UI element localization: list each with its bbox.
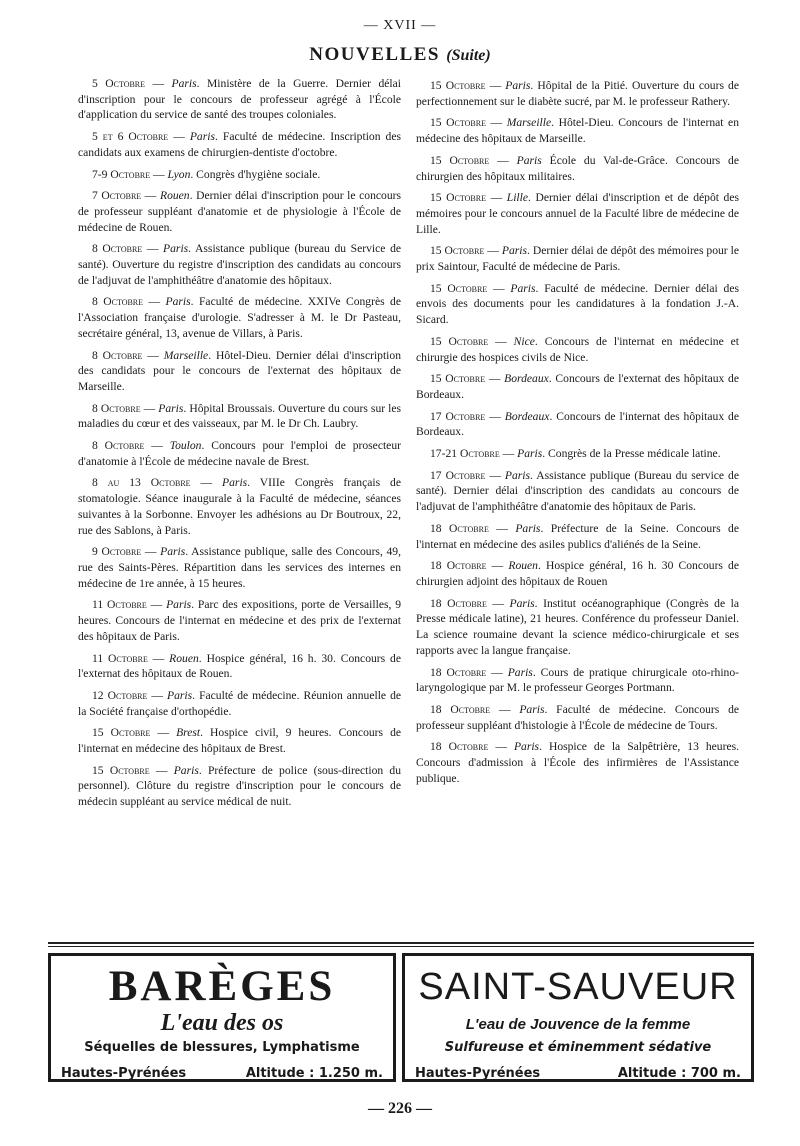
entry-date: 7 Octobre xyxy=(92,189,142,203)
entry-date: 15 Octobre xyxy=(92,726,151,740)
entry-city: Paris xyxy=(515,521,541,535)
section-title-suffix: (Suite) xyxy=(446,47,491,64)
entry-date: 15 Octobre xyxy=(430,334,489,348)
entry-separator: — xyxy=(150,726,177,740)
entry-date: 15 Octobre xyxy=(430,153,490,167)
news-entry xyxy=(78,401,401,432)
entry-text: . Hôtel-Dieu. Concours de l'internat en médecine des hôpitaux de Marseille. xyxy=(416,116,739,146)
news-entry xyxy=(416,702,739,733)
entry-text: École du Val-de-Grâce. Concours de chirurgien des hôpitaux militaires. xyxy=(416,153,739,183)
advertisement-bareges xyxy=(48,953,396,1082)
entry-text: . Congrès de la Presse médicale latine. xyxy=(542,447,721,461)
entry-separator: — xyxy=(145,77,172,90)
entry-date: 17 Octobre xyxy=(430,468,486,482)
news-entry xyxy=(416,243,739,274)
entry-city: Rouen xyxy=(169,651,199,665)
ad-indications: Séquelles de blessures, Lymphatisme xyxy=(84,1040,360,1055)
entry-city: Paris xyxy=(167,688,193,702)
entry-text: . Faculté de médecine. Réunion annuelle de la Société française d'orthopédie. xyxy=(78,688,402,718)
entry-city: Paris xyxy=(163,242,189,256)
entry-date: 18 Octobre xyxy=(430,521,489,535)
entry-city: Paris xyxy=(519,702,545,716)
entry-city: Marseille xyxy=(506,116,552,130)
entry-city: Paris xyxy=(507,665,533,679)
entry-text: . Concours de l'externat des hôpitaux de Bordeaux. xyxy=(416,372,739,401)
entry-date: 15 Octobre xyxy=(430,244,485,258)
news-entry xyxy=(78,294,401,341)
entry-date: 18 Octobre xyxy=(430,559,487,573)
ad-region: Hautes-Pyrénées xyxy=(61,1066,187,1081)
entry-text: . Concours pour l'emploi de prosecteur d'anatomie à l'École de médecine navale de Brest. xyxy=(78,439,401,468)
entry-text: . Congrès d'hygiène sociale. xyxy=(190,167,321,181)
entry-city: Toulon xyxy=(169,439,202,453)
ad-tagline: L'eau des os xyxy=(160,1010,284,1036)
entry-city: Lyon xyxy=(167,167,191,181)
entry-text: . Cours de pratique chirurgicale oto-rhino-laryngologique par M. le professeur Georges Portmann. xyxy=(416,665,739,695)
entry-city: Paris xyxy=(501,244,527,258)
entry-date: 11 Octobre xyxy=(92,651,148,665)
entry-city: Nice xyxy=(513,334,535,348)
news-entry xyxy=(416,468,739,515)
entry-text: . Hôtel-Dieu. Dernier délai d'inscription des candidats pour le concours de l'externat des hôpitaux de Marseille. xyxy=(78,348,401,393)
entry-date: 7-9 Octobre xyxy=(92,167,151,181)
entry-text: . Hôpital de la Pitié. Ouverture du cours de perfectionnement sur le diabète sucré, par M. le professeur Rathery. xyxy=(416,79,739,108)
divider-rule xyxy=(48,946,754,947)
entry-separator: — xyxy=(485,116,507,130)
entry-text: . Assistance publique (bureau du Service de santé). Ouverture du registre d'inscription des candidats au concours de l'adjuvat de l'amphithéâtre d'anatomie des hôpitaux. xyxy=(78,242,402,287)
entry-text: . Hôpital Broussais. Ouverture du cours sur les maladies du cœur et des vaisseaux, par M. le Dr Ch. Laubry. xyxy=(78,401,402,431)
entry-separator: — xyxy=(142,242,164,256)
entry-city: Paris xyxy=(222,476,248,490)
entry-date: 17 Octobre xyxy=(430,409,486,423)
entry-date: 8 Octobre xyxy=(92,348,143,362)
entry-text: . Concours de l'internat des hôpitaux de Bordeaux. xyxy=(416,409,739,439)
entry-city: Marseille xyxy=(163,348,209,362)
entry-separator: — xyxy=(147,651,170,665)
entry-separator: — xyxy=(486,596,510,610)
news-entry xyxy=(78,348,401,395)
advertisement-saint-sauveur xyxy=(402,953,754,1082)
entry-text: . Concours de l'internat en médecine et chirurgie des hospices civils de Nice. xyxy=(416,334,740,364)
ad-indications: Sulfureuse et éminemment sédative xyxy=(444,1040,712,1055)
ad-footer xyxy=(405,1066,751,1081)
entry-city: Lille xyxy=(506,191,529,205)
ad-brand-name: SAINT-SAUVEUR xyxy=(418,966,738,1008)
entry-city: Paris xyxy=(513,740,540,754)
page-title xyxy=(0,44,800,66)
ad-tagline: L'eau de Jouvence de la femme xyxy=(465,1016,691,1033)
entry-separator: — xyxy=(488,521,516,535)
news-entry xyxy=(78,241,401,288)
entry-city: Paris xyxy=(173,763,199,777)
entry-city: Paris xyxy=(516,153,542,167)
news-entry xyxy=(78,76,401,123)
entry-date: 15 Octobre xyxy=(92,763,150,777)
entry-date: 8 Octobre xyxy=(92,401,141,415)
entry-text: . Assistance publique, salle des Concours, 49, rue des Saints-Pères. Répartition dans les services des internes en médecine de 1re année, à 15 heures. xyxy=(78,545,401,590)
entry-separator: — xyxy=(485,79,506,92)
news-entry xyxy=(78,651,401,682)
entry-separator: — xyxy=(485,468,505,482)
entry-text: . Faculté de médecine. XXIVe Congrès de l'Association française d'urologie. S'adresser à M. le Dr Pasteau, secrétaire général, 13, avenue de Villars, à Paris. xyxy=(78,295,401,340)
entry-date: 5 Octobre xyxy=(92,77,146,90)
entry-date: 8 au 13 Octobre xyxy=(92,476,191,490)
news-entry xyxy=(78,167,401,183)
entry-city: Rouen xyxy=(508,559,538,573)
ad-footer xyxy=(51,1066,393,1081)
entry-date: 9 Octobre xyxy=(92,545,142,559)
entry-city: Paris xyxy=(165,295,191,309)
entry-city: Paris xyxy=(160,545,186,559)
entry-text: . Parc des expositions, porte de Versailles, 9 heures. Concours de l'internat en médecine et des prix de l'externat des hôpitaux de Paris. xyxy=(78,598,402,643)
entry-text: . Hospice général, 16 h. 30. Concours de l'externat des hôpitaux de Rouen. xyxy=(78,651,401,681)
entry-text: . Hospice général, 16 h. 30 Concours de chirurgien adjoint des hôpitaux de Rouen xyxy=(416,559,740,588)
entry-separator: — xyxy=(485,191,507,205)
entry-text: . Faculté de médecine. Concours de professeur suppléant d'histologie à l'École de médecine de Tours. xyxy=(416,702,740,732)
entry-text: . Institut océanographique (Congrès de la Presse médicale latine), 21 heures. Conférence du professeur Daniel. La science roumaine devant la science médico-chirurgicale et ses rapports avec la langue française. xyxy=(416,596,740,657)
news-entry xyxy=(416,558,739,589)
entry-separator: — xyxy=(168,130,190,144)
entry-separator: — xyxy=(147,688,168,702)
entry-date: 15 Octobre xyxy=(430,372,486,386)
left-column xyxy=(78,76,401,816)
entry-city: Paris xyxy=(509,596,535,610)
entry-date: 12 Octobre xyxy=(92,688,148,702)
entry-date: 18 Octobre xyxy=(430,596,487,610)
entry-city: Brest xyxy=(176,726,201,740)
entry-separator: — xyxy=(140,401,159,415)
entry-text: . Faculté de médecine. Inscription des candidats aux examens de chirurgien-dentiste d'octobre. xyxy=(78,130,401,159)
entry-date: 15 Octobre xyxy=(430,281,488,295)
news-entry xyxy=(416,446,739,462)
entry-city: Paris xyxy=(166,598,192,612)
entry-separator: — xyxy=(486,665,508,679)
entry-date: 17-21 Octobre xyxy=(430,447,500,461)
entry-separator: — xyxy=(489,153,517,167)
entry-separator: — xyxy=(485,409,505,423)
news-entry xyxy=(416,739,739,786)
ad-region: Hautes-Pyrénées xyxy=(415,1066,541,1081)
entry-text: . Dernier délai d'inscription pour le concours de professeur suppléant d'anatomie et de physiologie à l'École de médecine de Rouen. xyxy=(78,189,401,234)
entry-date: 18 Octobre xyxy=(430,665,487,679)
entry-separator: — xyxy=(488,740,514,754)
entry-separator: — xyxy=(488,334,514,348)
news-entry xyxy=(416,521,739,552)
entry-separator: — xyxy=(141,545,161,559)
entry-date: 8 Octobre xyxy=(92,242,143,256)
news-entry xyxy=(416,190,739,237)
news-entry xyxy=(416,153,739,184)
section-title: NOUVELLES xyxy=(309,44,440,65)
ad-altitude: Altitude : 1.250 m. xyxy=(245,1066,383,1081)
entry-separator: — xyxy=(146,598,167,612)
entry-city: Paris xyxy=(517,447,543,461)
entry-text: . Dernier délai de dépôt des mémoires pour le prix Saintour, Faculté de médecine de Paris. xyxy=(416,244,739,274)
page-number: — 226 — xyxy=(368,1100,432,1117)
entry-separator: — xyxy=(141,189,160,203)
entry-separator: — xyxy=(486,559,509,573)
entry-separator: — xyxy=(190,476,223,490)
entry-city: Paris xyxy=(510,281,536,295)
news-entry xyxy=(416,409,739,440)
entry-city: Rouen xyxy=(159,189,190,203)
entry-date: 15 Octobre xyxy=(430,79,486,92)
entry-city: Paris xyxy=(504,468,531,482)
ad-altitude: Altitude : 700 m. xyxy=(617,1066,741,1081)
entry-text: . Hospice civil, 9 heures. Concours de l'internat en médecine des hôpitaux de Brest. xyxy=(78,726,402,756)
news-entry xyxy=(78,188,401,235)
right-column xyxy=(416,78,739,792)
entry-text: . Assistance publique (Bureau du service de santé). Dernier délai d'inscription des candidats au concours de l'adjuvat de l'amphithéâtre d'anatomie des hôpitaux de Paris. xyxy=(416,468,740,514)
entry-date: 15 Octobre xyxy=(430,116,486,130)
divider-rule xyxy=(48,942,754,944)
entry-separator: — xyxy=(499,447,518,461)
news-entry xyxy=(78,688,401,719)
entry-date: 8 Octobre xyxy=(92,439,145,453)
news-entry xyxy=(78,475,401,538)
news-entry xyxy=(416,115,739,146)
news-entry xyxy=(78,763,401,810)
news-entry xyxy=(416,334,739,365)
entry-text: . Faculté de médecine. Dernier délai des envois des documents pour les candidatures à la fondation J.-A. Sicard. xyxy=(416,281,740,327)
entry-separator: — xyxy=(490,702,520,716)
news-entry xyxy=(416,596,739,659)
entry-separator: — xyxy=(143,295,166,309)
news-entry xyxy=(78,597,401,644)
entry-city: Bordeaux xyxy=(504,409,550,423)
entry-separator: — xyxy=(485,372,505,386)
entry-text: . VIIIe Congrès français de stomatologie. Séance inaugurale à la Faculté de médecine, séances suivantes à la Sorbonne. Envoyer les adhésions au Dr Boutroux, 22, rue des Sablons, à Paris. xyxy=(78,476,401,537)
entry-city: Bordeaux xyxy=(504,372,549,386)
ad-brand-name: BARÈGES xyxy=(108,963,336,1010)
entry-separator: — xyxy=(142,348,164,362)
news-entry xyxy=(78,544,401,591)
news-entry xyxy=(416,371,739,402)
news-entry xyxy=(78,725,401,756)
entry-text: . Dernier délai d'inscription et de dépôt des mémoires pour le concours annuel de la Faculté libre de médecine de Lille. xyxy=(416,191,740,236)
entry-date: 8 Octobre xyxy=(92,295,144,309)
news-entry xyxy=(416,78,739,109)
entry-city: Paris xyxy=(171,77,197,90)
entry-date: 18 Octobre xyxy=(430,702,491,716)
news-entry xyxy=(78,129,401,160)
entry-separator: — xyxy=(487,281,511,295)
entry-date: 11 Octobre xyxy=(92,598,147,612)
entry-text: . Préfecture de police (sous-direction du personnel). Clôture du registre d'inscription pour le concours de médecin suppléant au service médical de nuit. xyxy=(78,763,402,809)
entry-separator: — xyxy=(150,167,168,181)
news-entry xyxy=(416,665,739,696)
entry-text: . Préfecture de la Seine. Concours de l'internat en médecine des asiles publics d'aliénés de la Seine. xyxy=(416,521,739,551)
entry-city: Paris xyxy=(189,130,215,144)
entry-date: 5 et 6 Octobre xyxy=(92,130,169,144)
entry-text: . Ministère de la Guerre. Dernier délai d'inscription pour le concours de professeur agrégé à l'École d'application du service de santé des troupes coloniales. xyxy=(78,77,401,122)
entry-separator: — xyxy=(149,763,174,777)
entry-date: 18 Octobre xyxy=(430,740,489,754)
entry-city: Paris xyxy=(158,401,184,415)
page-roman-numeral: — XVII — xyxy=(363,18,437,33)
entry-text: . Hospice de la Salpêtrière, 13 heures. Concours d'admission à l'École des infirmières de l'Assistance publique. xyxy=(416,740,740,785)
entry-date: 15 Octobre xyxy=(430,191,486,205)
entry-separator: — xyxy=(484,244,502,258)
news-entry xyxy=(416,281,739,328)
entry-separator: — xyxy=(144,439,170,453)
news-entry xyxy=(78,438,401,469)
entry-city: Paris xyxy=(505,79,531,92)
